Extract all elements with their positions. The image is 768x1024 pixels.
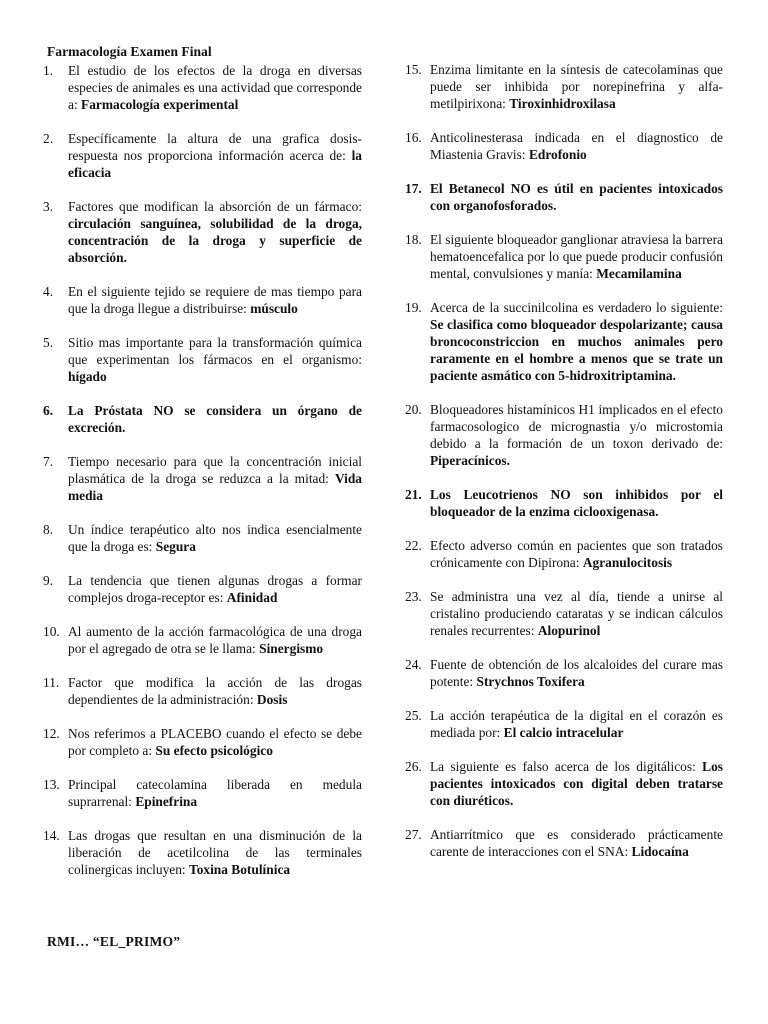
right-column — [405, 61, 723, 860]
exam-question — [43, 572, 362, 606]
item-spacer — [43, 181, 362, 198]
item-spacer — [405, 384, 723, 401]
item-spacer — [405, 163, 723, 180]
question-text: Factor que modifica la acción de las drogas dependientes de la administración: — [68, 675, 362, 707]
question-text: Las drogas que resultan en una disminución de la liberación de acetilcolina de las terminales colinergicas incluyen: — [68, 828, 362, 877]
question-number: 11. — [43, 675, 60, 690]
exam-question — [405, 231, 723, 282]
exam-question — [43, 130, 362, 181]
answer-text: El Betanecol NO es útil en pacientes intoxicados con organofosforados. — [430, 181, 723, 213]
exam-question — [43, 827, 362, 878]
item-spacer — [43, 266, 362, 283]
answer-text: Epinefrina — [135, 794, 198, 809]
item-spacer — [405, 571, 723, 588]
exam-question — [405, 826, 723, 860]
question-text: Un índice terapéutico alto nos indica esencialmente que la droga es: — [68, 522, 362, 554]
exam-question — [405, 129, 723, 163]
item-spacer — [43, 555, 362, 572]
question-text: Al aumento de la acción farmacológica de una droga por el agregado de otra se le llama: — [68, 624, 362, 656]
item-spacer — [405, 639, 723, 656]
item-spacer — [43, 504, 362, 521]
item-spacer — [43, 759, 362, 776]
question-number: 6. — [43, 403, 54, 418]
item-spacer — [43, 810, 362, 827]
answer-text: Sinergismo — [259, 641, 324, 656]
question-text: Efecto adverso común en pacientes que son tratados crónicamente con Dipirona: — [430, 538, 723, 570]
exam-question — [43, 725, 362, 759]
question-number: 25. — [405, 708, 422, 723]
left-column — [43, 62, 362, 878]
item-spacer — [405, 214, 723, 231]
item-spacer — [43, 385, 362, 402]
question-number: 24. — [405, 657, 422, 672]
question-number: 8. — [43, 522, 54, 537]
question-number: 27. — [405, 827, 422, 842]
exam-question — [43, 402, 362, 436]
exam-question — [405, 401, 723, 469]
answer-text: La Próstata NO se considera un órgano de excreción. — [68, 403, 362, 435]
answer-text: la eficacia — [68, 148, 362, 180]
question-text: Anticolinesterasa indicada en el diagnostico de Miastenia Gravis: — [430, 130, 723, 162]
exam-question — [405, 299, 723, 384]
answer-text: músculo — [250, 301, 298, 316]
question-text: Tiempo necesario para que la concentración inicial plasmática de la droga se reduzca a la mitad: — [68, 454, 362, 486]
answer-text: hígado — [68, 369, 107, 384]
exam-question — [43, 453, 362, 504]
answer-text: Lidocaína — [631, 844, 689, 859]
item-spacer — [405, 469, 723, 486]
answer-text: Dosis — [256, 692, 288, 707]
question-text: Acerca de la succinilcolina es verdadero lo siguiente: — [430, 300, 723, 315]
answer-text: Alopurinol — [537, 623, 601, 638]
exam-question — [43, 623, 362, 657]
question-text: Específicamente la altura de una grafica dosis-respuesta nos proporciona información acerca de: — [68, 131, 362, 163]
question-number: 26. — [405, 759, 422, 774]
question-text: En el siguiente tejido se requiere de mas tiempo para que la droga llegue a distribuirse: — [68, 284, 362, 316]
question-text: Principal catecolamina liberada en medula suprarrenal: — [68, 777, 362, 809]
question-text: Fuente de obtención de los alcaloides del curare mas potente: — [430, 657, 723, 689]
item-spacer — [43, 657, 362, 674]
answer-text: Vida media — [68, 471, 362, 503]
item-spacer — [43, 436, 362, 453]
question-text: La siguiente es falso acerca de los digitálicos: — [430, 759, 696, 774]
answer-text: Afinidad — [226, 590, 278, 605]
question-text: La tendencia que tienen algunas drogas a formar complejos droga-receptor es: — [68, 573, 362, 605]
question-number: 18. — [405, 232, 422, 247]
exam-question — [43, 521, 362, 555]
question-number: 5. — [43, 335, 54, 350]
answer-text: Su efecto psicológico — [155, 743, 273, 758]
question-text: Nos referimos a PLACEBO cuando el efecto se debe por completo a: — [68, 726, 362, 758]
exam-question — [43, 283, 362, 317]
exam-question — [405, 588, 723, 639]
exam-question — [405, 758, 723, 809]
question-text: El estudio de los efectos de la droga en diversas especies de animales es una actividad que corresponde a: — [68, 63, 362, 112]
item-spacer — [43, 317, 362, 334]
answer-text: Tiroxinhidroxilasa — [509, 96, 616, 111]
document-title: Farmacología Examen Final — [47, 44, 212, 59]
answer-text: Los Leucotrienos NO son inhibidos por el bloqueador de la enzima ciclooxigenasa. — [430, 487, 723, 519]
question-number: 14. — [43, 828, 60, 843]
question-number: 15. — [405, 62, 422, 77]
answer-text: Farmacología experimental — [81, 97, 239, 112]
question-number: 12. — [43, 726, 60, 741]
exam-question — [405, 61, 723, 112]
question-number: 13. — [43, 777, 60, 792]
question-number: 9. — [43, 573, 54, 588]
question-number: 7. — [43, 454, 54, 469]
answer-text: Los pacientes intoxicados con digital deben tratarse con diuréticos. — [430, 759, 723, 808]
answer-text: Se clasifica como bloqueador despolarizante; causa broncoconstriccion en muchos animales pero raramente en el hombre a menos que se trate un paciente asmático con 5-hidroxitriptamina. — [430, 317, 723, 383]
question-text: Se administra una vez al día, tiende a unirse al cristalino produciendo cataratas y se indican cálculos renales recurrentes: — [430, 589, 723, 638]
answer-text: Toxina Botulínica — [189, 862, 291, 877]
question-number: 1. — [43, 63, 54, 78]
question-text: La acción terapéutica de la digital en el corazón es mediada por: — [430, 708, 723, 740]
item-spacer — [43, 708, 362, 725]
question-text: Enzima limitante en la síntesis de catecolaminas que puede ser inhibida por norepinefrina y alfa-metilpirixona: — [430, 62, 723, 111]
question-number: 3. — [43, 199, 54, 214]
question-number: 19. — [405, 300, 422, 315]
question-text: Factores que modifican la absorción de un fármaco: — [68, 199, 362, 214]
item-spacer — [405, 112, 723, 129]
answer-text: Strychnos Toxifera — [476, 674, 585, 689]
exam-question — [43, 198, 362, 266]
answer-text: Segura — [155, 539, 196, 554]
item-spacer — [405, 741, 723, 758]
exam-question — [405, 707, 723, 741]
answer-text: El calcio intracelular — [503, 725, 624, 740]
exam-question — [43, 62, 362, 113]
document-footer: RMI… “EL_PRIMO” — [47, 934, 181, 949]
question-number: 4. — [43, 284, 54, 299]
item-spacer — [405, 690, 723, 707]
answer-text: Mecamilamina — [596, 266, 682, 281]
item-spacer — [43, 113, 362, 130]
answer-text: Agranulocitosis — [582, 555, 673, 570]
exam-question — [43, 674, 362, 708]
question-number: 20. — [405, 402, 422, 417]
question-text: Sitio mas importante para la transformación química que experimentan los fármacos en el organismo: — [68, 335, 362, 367]
exam-question — [405, 486, 723, 520]
question-text: El siguiente bloqueador ganglionar atraviesa la barrera hematoencefalica por lo que puede producir confusión mental, convulsiones y manía: — [430, 232, 723, 281]
answer-text: circulación sanguínea, solubilidad de la droga, concentración de la droga y superficie de absorción. — [68, 216, 362, 265]
question-text: Antiarrítmico que es considerado prácticamente carente de interacciones con el SNA: — [430, 827, 723, 859]
question-number: 10. — [43, 624, 60, 639]
exam-question — [405, 180, 723, 214]
question-number: 17. — [405, 181, 422, 196]
exam-question — [405, 656, 723, 690]
question-number: 2. — [43, 131, 54, 146]
answer-text: Edrofonio — [528, 147, 587, 162]
item-spacer — [43, 606, 362, 623]
exam-question — [43, 334, 362, 385]
item-spacer — [405, 520, 723, 537]
exam-question — [43, 776, 362, 810]
item-spacer — [405, 809, 723, 826]
question-number: 16. — [405, 130, 422, 145]
answer-text: Piperacínicos. — [430, 453, 510, 468]
question-number: 21. — [405, 487, 422, 502]
question-number: 23. — [405, 589, 422, 604]
item-spacer — [405, 282, 723, 299]
question-text: Bloqueadores histamínicos H1 implicados en el efecto farmacosologico de micrognastia y/o microstomia debido a la formación de un toxon derivado de: — [430, 402, 723, 451]
question-number: 22. — [405, 538, 422, 553]
exam-question — [405, 537, 723, 571]
